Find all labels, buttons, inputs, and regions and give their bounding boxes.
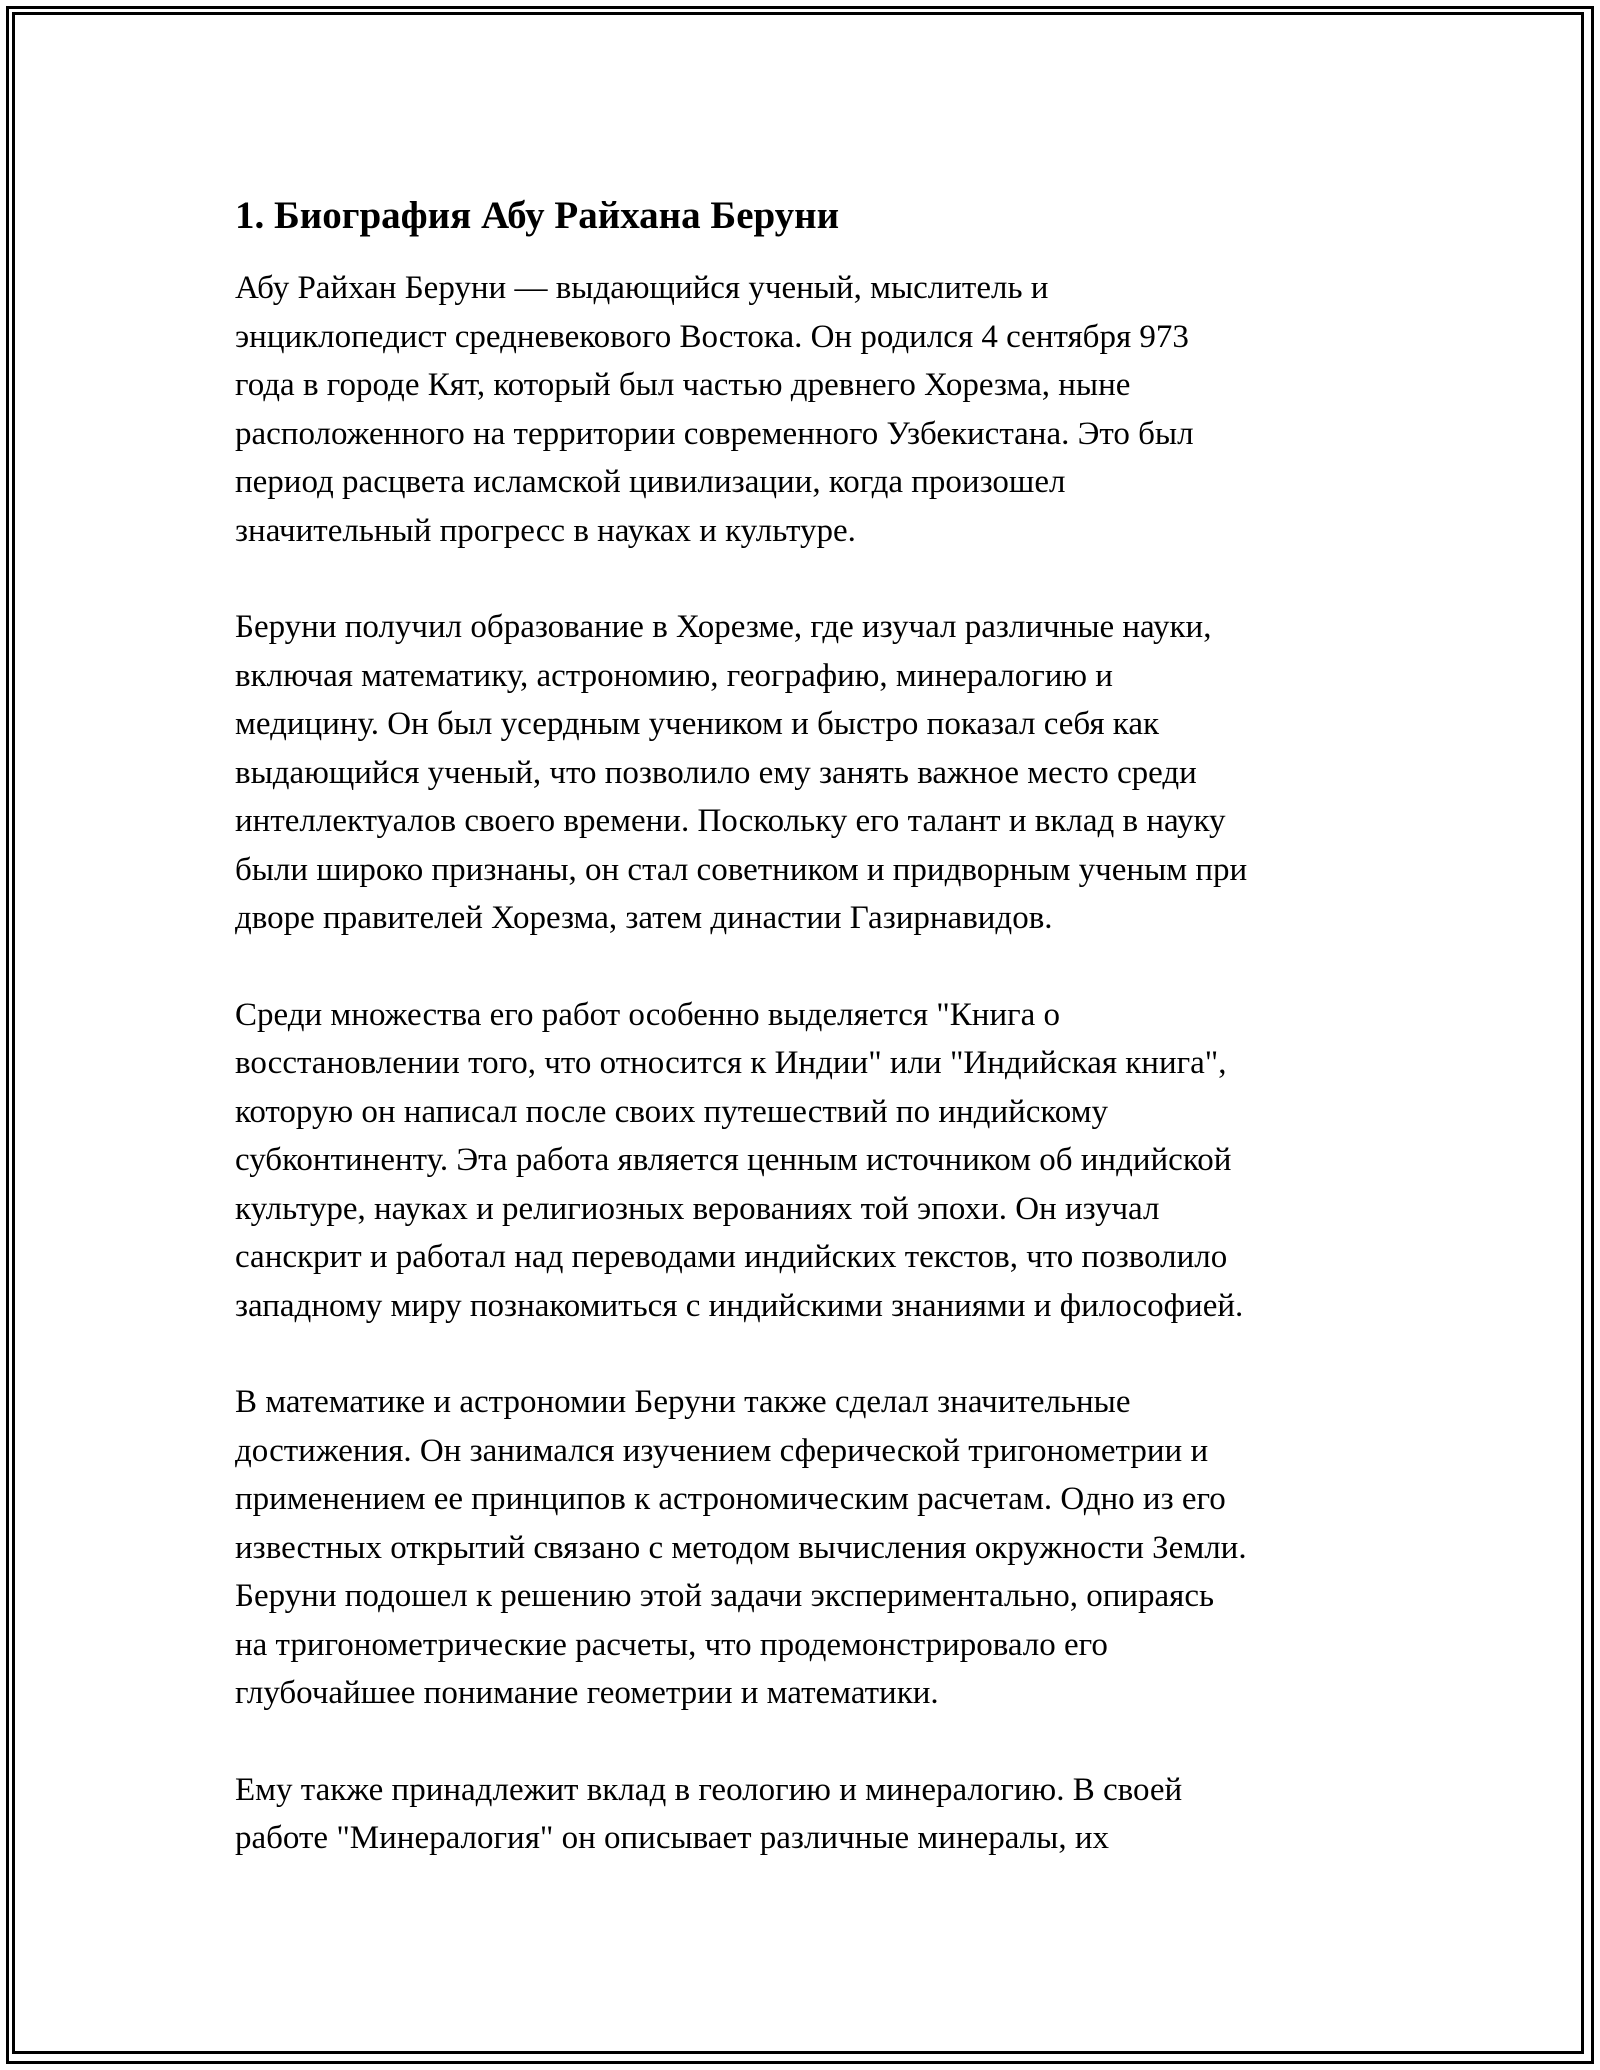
text-line: достижения. Он занимался изучением сферической тригонометрии и <box>235 1432 1209 1469</box>
text-line: выдающийся ученый, что позволило ему занять важное место среди <box>235 754 1197 791</box>
text-line: известных открытий связано с методом вычисления окружности Земли. <box>235 1529 1247 1566</box>
paragraph-2 <box>235 603 1365 943</box>
text-line: западному миру познакомиться с индийскими знаниями и философией. <box>235 1287 1244 1324</box>
text-line: санскрит и работал над переводами индийских текстов, что позволило <box>235 1239 1228 1275</box>
text-line: интеллектуалов своего времени. Поскольку его талант и вклад в науку <box>235 803 1226 839</box>
text-line: медицину. Он был усердным учеником и быстро показал себя как <box>235 706 1160 742</box>
text-line: года в городе Кят, который был частью древнего Хорезма, ныне <box>235 367 1131 403</box>
section-title: 1. Биография Абу Райхана Беруни <box>235 194 840 237</box>
text-line: В математике и астрономии Беруни также сделал значительные <box>235 1384 1131 1420</box>
text-line: Среди множества его работ особенно выделяется "Книга о <box>235 996 1061 1033</box>
text-line: которую он написал после своих путешествий по индийскому <box>235 1093 1109 1130</box>
paragraph-1 <box>235 264 1365 555</box>
text-line: глубочайшее понимание геометрии и математики. <box>235 1675 939 1711</box>
text-line: субконтиненту. Эта работа является ценным источником об индийской <box>235 1142 1232 1178</box>
text-line: на тригонометрические расчеты, что продемонстрировало его <box>235 1626 1108 1663</box>
text-line: значительный прогресс в науках и культуре. <box>235 512 856 549</box>
text-line: Беруни подошел к решению этой задачи экспериментально, опираясь <box>235 1578 1215 1614</box>
paragraph-3 <box>235 991 1365 1331</box>
text-line: были широко признаны, он стал советником и придворным ученым при <box>235 851 1248 888</box>
text-line: расположенного на территории современного Узбекистана. Это был <box>235 415 1194 452</box>
text-line: Беруни получил образование в Хорезме, где изучал различные науки, <box>235 609 1212 645</box>
text-line: Абу Райхан Беруни — выдающийся ученый, мыслитель и <box>235 270 1049 306</box>
text-line: работе "Минералогия" он описывает различные минералы, их <box>235 1820 1109 1856</box>
text-line: дворе правителей Хорезма, затем династии Газирнавидов. <box>235 900 1053 936</box>
text-line: Ему также принадлежит вклад в геологию и минералогию. В своей <box>235 1771 1183 1808</box>
text-line: восстановлении того, что относится к Индии" или "Индийская книга", <box>235 1045 1227 1081</box>
text-line: энциклопедист средневекового Востока. Он родился 4 сентября 973 <box>235 318 1189 355</box>
text-line: включая математику, астрономию, географию, минералогию и <box>235 657 1113 694</box>
paragraph-4 <box>235 1378 1365 1718</box>
paragraph-5 <box>235 1766 1365 1863</box>
text-line: культуре, науках и религиозных верованиях той эпохи. Он изучал <box>235 1190 1160 1227</box>
document-body <box>235 180 1365 1911</box>
text-line: период расцвета исламской цивилизации, когда произошел <box>235 464 1066 500</box>
text-line: применением ее принципов к астрономическим расчетам. Одно из его <box>235 1481 1226 1517</box>
